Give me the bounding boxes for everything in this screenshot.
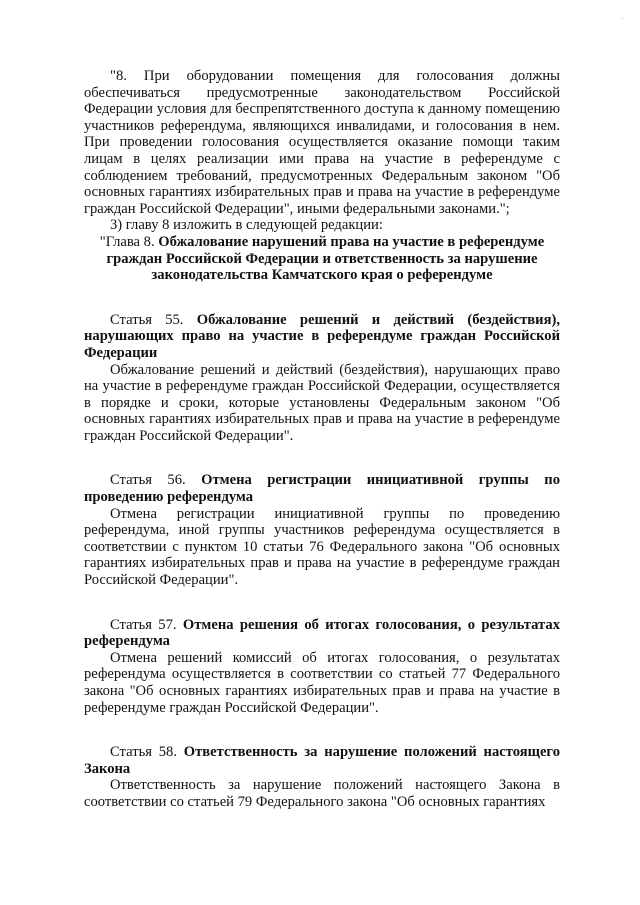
spacer <box>84 589 560 617</box>
spacer <box>84 284 560 312</box>
article-label: Статья 55. <box>110 311 184 328</box>
article-55 <box>84 312 560 445</box>
article-label: Статья 58. <box>110 744 177 761</box>
article-body: Отмена регистрации инициативной группы по проведению референдума, иной группы участников референдума осуществляется в соответствии с пунктом 10 статьи 76 Федерального закона "Об основных гарантиях избирательных прав и права на участие в референдуме граждан Российской Федерации". <box>84 505 560 589</box>
article-57 <box>84 617 560 717</box>
chapter-heading <box>84 234 560 284</box>
spacer <box>84 444 560 472</box>
scan-artifact: .. <box>620 14 624 21</box>
amendment-line: 3) главу 8 изложить в следующей редакции: <box>110 217 383 234</box>
article-title: Отмена решения об итогах голосования, о результатах референдума <box>84 616 560 650</box>
article-label: Статья 57. <box>110 616 177 633</box>
chapter-title: Обжалование нарушений права на участие в референдуме граждан Российской Федерации и ответственность за нарушение законодательства Камчатского края о референдуме <box>106 233 545 284</box>
intro-paragraph: "8. При оборудовании помещения для голосования должны обеспечиваться предусмотренные законодательством Российской Федерации условия для беспрепятственного доступа к данному помещению участников референдума, являющихся инвалидами, и голосования в нем. При проведении голосования осуществляется оказание помощи таким лицам в целях реализации ими права на участие в референдуме с соблюдением требований, предусмотренных Федеральным законом "Об основных гарантиях избирательных прав и права на участие в референдуме граждан Российской Федерации", иными федеральными законами."; <box>84 68 560 217</box>
article-title: Отмена регистрации инициативной группы по проведению референдума <box>84 472 560 506</box>
article-heading <box>84 744 560 777</box>
article-label: Статья 56. <box>110 472 186 489</box>
chapter-label: "Глава 8. <box>99 233 155 250</box>
article-body: Ответственность за нарушение положений настоящего Закона в соответствии со статьей 79 Федерального закона "Об основных гарантиях <box>84 777 560 810</box>
article-title: Обжалование решений и действий (бездействия), нарушающих право на участие в референдуме граждан Российской Федерации <box>84 311 560 361</box>
document-page <box>84 68 560 811</box>
article-body: Обжалование решений и действий (бездействия), нарушающих право на участие в референдуме граждан Российской Федерации, осуществляется в порядке и сроки, которые установлены Федеральным законом "Об основных гарантиях избирательных прав и права на участие в референдуме граждан Российской Федерации". <box>84 361 560 444</box>
article-56 <box>84 472 560 588</box>
article-title: Ответственность за нарушение положений настоящего Закона <box>84 744 560 777</box>
article-58 <box>84 744 560 810</box>
article-heading <box>84 312 560 362</box>
spacer <box>84 716 560 744</box>
article-heading <box>84 472 560 505</box>
article-body: Отмена решений комиссий об итогах голосования, о результатах референдума осуществляется в соответствии со статьей 77 Федерального закона "Об основных гарантиях избирательных прав и права на участие в референдуме граждан Российской Федерации". <box>84 649 560 716</box>
article-heading <box>84 617 560 650</box>
